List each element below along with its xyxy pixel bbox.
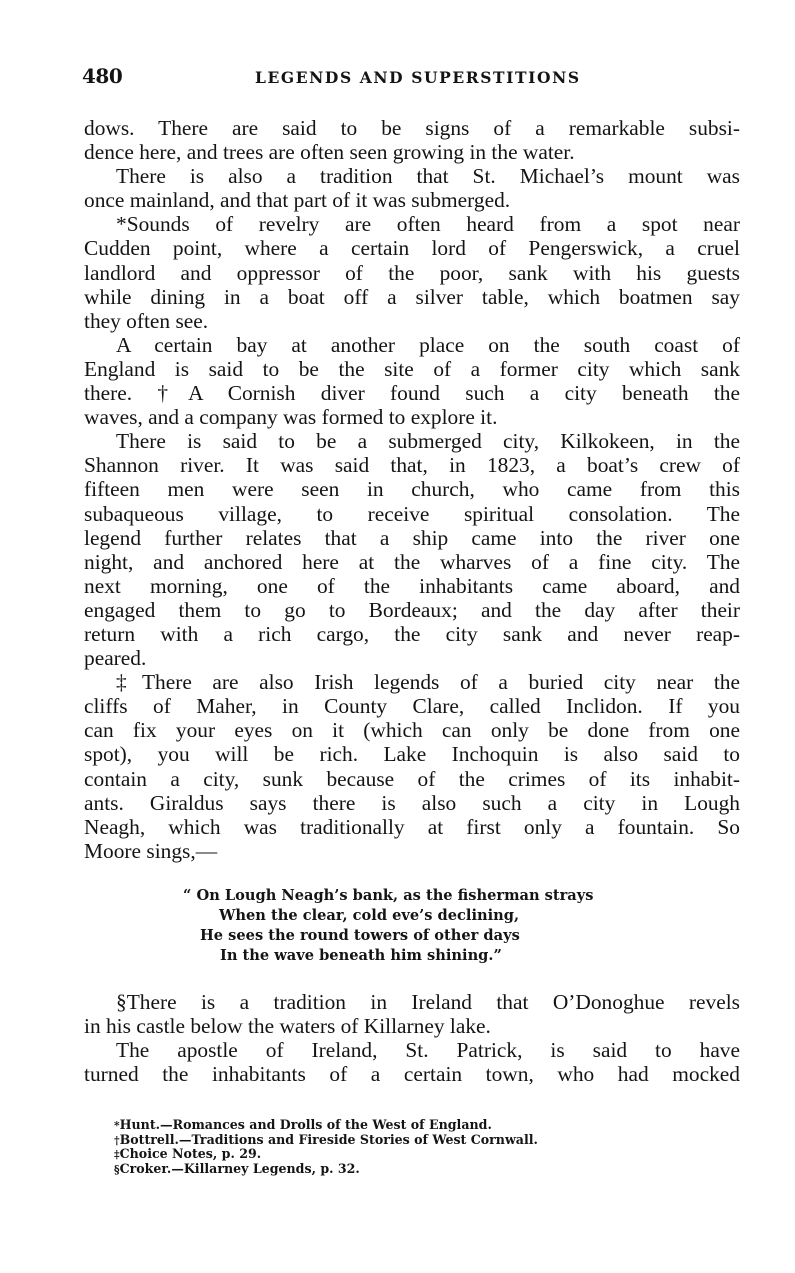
text-line: dows. There are said to be signs of a remarkable subsi- — [84, 116, 740, 140]
text-line: §There is a tradition in Ireland that O’Donoghue revels — [116, 990, 740, 1014]
verse-quotation — [183, 886, 593, 966]
footnote-mark: * — [114, 1119, 120, 1132]
text-line: can fix your eyes on it (which can only be done from one — [84, 718, 740, 743]
text-line: cliffs of Maher, in County Clare, called Inclidon. If you — [84, 694, 740, 719]
text-line: ‡There are also Irish legends of a buried city near the — [116, 670, 740, 695]
footnote-text: Bottrell.—Traditions and Fireside Stories of West Cornwall. — [119, 1131, 538, 1147]
text-line: ants. Giraldus says there is also such a city in Lough — [84, 790, 740, 815]
text-line: spot), you will be rich. Lake Inchoquin is also said to — [84, 742, 740, 767]
text-line: peared. — [84, 646, 147, 671]
text-line: they often see. — [84, 308, 209, 333]
footnote-text: Choice Notes, p. 29. — [119, 1146, 262, 1162]
footnote-mark: † — [114, 1133, 120, 1147]
text-line: fifteen men were seen in church, who came from this — [84, 477, 740, 502]
verse-line: When the clear, cold eve’s declining, — [219, 907, 520, 924]
text-line: once mainland, and that part of it was submerged. — [84, 188, 511, 213]
text-line: night, and anchored here at the wharves of a fine city. The — [84, 549, 740, 574]
text-line: England is said to be the site of a former city which sank — [84, 356, 740, 381]
body-text — [84, 116, 740, 863]
text-line: return with a rich cargo, the city sank and never reap- — [84, 621, 740, 646]
verse-line: He sees the round towers of other days — [200, 927, 520, 944]
text-line: There is said to be a submerged city, Kilkokeen, in the — [116, 429, 740, 454]
text-line: subaqueous village, to receive spiritual consolation. The — [84, 501, 740, 526]
text-line: legend further relates that a ship came into the river one — [84, 525, 740, 550]
text-line: *Sounds of revelry are often heard from a spot near — [116, 212, 740, 237]
text-line: landlord and oppressor of the poor, sank with his guests — [84, 260, 740, 285]
text-line: There is also a tradition that St. Michael’s mount was — [116, 164, 740, 189]
text-line: there. †A Cornish diver found such a city beneath the — [84, 381, 740, 406]
footnote-text: Croker.—Killarney Legends, p. 32. — [119, 1160, 360, 1176]
text-line: Moore sings,— — [84, 838, 218, 863]
running-head — [82, 64, 742, 94]
footnote-mark: ‡ — [114, 1148, 120, 1162]
text-line: Neagh, which was traditionally at first only a fountain. So — [84, 814, 740, 839]
running-title: LEGENDS AND SUPERSTITIONS — [255, 68, 581, 87]
text-line: dence here, and trees are often seen growing in the water. — [84, 140, 575, 165]
text-line: contain a city, sunk because of the crimes of its inhabit- — [84, 766, 740, 791]
footnotes — [114, 1118, 538, 1176]
text-line: waves, and a company was formed to explore it. — [84, 405, 498, 430]
text-line: Shannon river. It was said that, in 1823, a boat’s crew of — [84, 453, 740, 478]
text-line: in his castle below the waters of Killarney lake. — [84, 1014, 491, 1039]
text-line: engaged them to go to Bordeaux; and the day after their — [84, 597, 740, 622]
text-line: A certain bay at another place on the south coast of — [116, 332, 740, 357]
footnote — [114, 1118, 538, 1133]
text-line: next morning, one of the inhabitants came aboard, and — [84, 573, 740, 598]
footnote — [114, 1162, 538, 1177]
footnote — [114, 1147, 538, 1162]
footnote-text: Hunt.—Romances and Drolls of the West of England. — [119, 1117, 492, 1132]
page-number: 480 — [82, 64, 123, 88]
text-line: while dining in a boat off a silver table, which boatmen say — [84, 284, 740, 309]
footnote — [114, 1133, 538, 1148]
text-line: turned the inhabitants of a certain town, who had mocked — [84, 1062, 740, 1087]
text-line: The apostle of Ireland, St. Patrick, is said to have — [116, 1038, 740, 1063]
text-line: Cudden point, where a certain lord of Pengerswick, a cruel — [84, 236, 740, 261]
verse-line: In the wave beneath him shining.” — [220, 947, 502, 964]
body-text-continued — [84, 990, 740, 1086]
verse-line: “ On Lough Neagh’s bank, as the fisherman strays — [183, 887, 594, 904]
footnote-mark: § — [114, 1162, 120, 1176]
